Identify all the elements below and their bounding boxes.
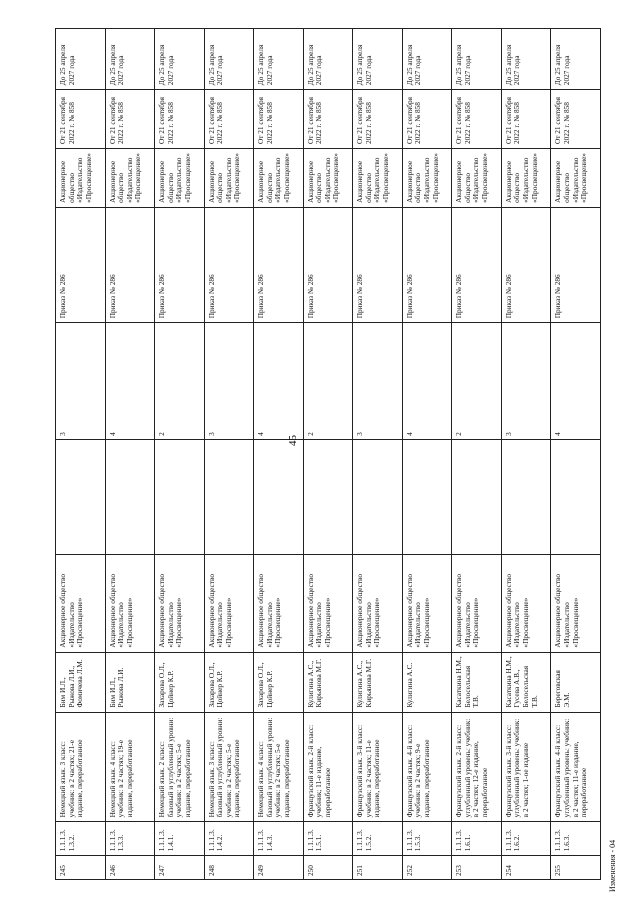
cell-no: 255: [551, 856, 601, 880]
cell-holder: Акционерное общество «Издательство «Просвещение»: [402, 149, 452, 208]
cell-date: От 21 сентября 2022 г. № 858: [105, 90, 155, 149]
cell-order: Приказ № 286: [155, 207, 205, 322]
cell-holder: Акционерное общество «Издательство «Просвещение»: [204, 149, 254, 208]
cell-date: От 21 сентября 2022 г. № 858: [204, 90, 254, 149]
cell-title: Французский язык. 4-й класс: учебник: в 2 частях; 9-е издание, переработанное: [402, 712, 452, 822]
cell-title: Немецкий язык. 4 класс: учебник: в 2 частях; 19-е издание, переработанное: [105, 712, 155, 822]
cell-order: Приказ № 286: [501, 207, 551, 322]
cell-code: 1.1.1.3. 1.4.3.: [254, 822, 304, 856]
cell-until: До 25 апреля 2027 года: [105, 29, 155, 90]
cell-level: 4: [551, 323, 601, 440]
cell-until: До 25 апреля 2027 года: [303, 29, 353, 90]
cell-holder: Акционерное общество «Издательство «Просвещение»: [353, 149, 403, 208]
cell-authors: Бим И.Л., Рыжова Л.И.: [105, 652, 155, 712]
page-number: 45: [287, 435, 299, 446]
cell-level: 2: [155, 323, 205, 440]
cell-authors: Береговская Э.М.: [551, 652, 601, 712]
table-row: [353, 29, 403, 880]
cell-publisher: Акционерное общество «Издательство «Просвещение»: [56, 555, 106, 652]
cell-date: От 21 сентября 2022 г. № 858: [56, 90, 106, 149]
cell-no: 248: [204, 856, 254, 880]
cell-title: Немецкий язык. 3 класс: базовый и углубленный уровни: учебник: в 2 частях; 5-е издание, переработанное: [204, 712, 254, 822]
cell-until: До 25 апреля 2027 года: [155, 29, 205, 90]
cell-order: Приказ № 286: [204, 207, 254, 322]
cell-no: 253: [452, 856, 502, 880]
cell-publisher: Акционерное общество «Издательство «Просвещение»: [501, 555, 551, 652]
cell-code: 1.1.1.3. 1.6.1.: [452, 822, 502, 856]
cell-no: 252: [402, 856, 452, 880]
cell-holder: Акционерное общество «Издательство «Просвещение»: [105, 149, 155, 208]
cell-until: До 25 апреля 2027 года: [452, 29, 502, 90]
cell-publisher: Акционерное общество «Издательство «Просвещение»: [155, 555, 205, 652]
cell-title: Немецкий язык. 4 класс: базовый и углубленный уровни: учебник: в 2 частях; 5-е издание, переработанное: [254, 712, 304, 822]
cell-level: 4: [402, 323, 452, 440]
table-row: [402, 29, 452, 880]
cell-order: Приказ № 286: [105, 207, 155, 322]
cell-until: До 25 апреля 2027 года: [402, 29, 452, 90]
cell-code: 1.1.1.3. 1.6.3.: [551, 822, 601, 856]
table-row: [105, 29, 155, 880]
cell-no: 250: [303, 856, 353, 880]
cell-authors: Захарова О.Л., Цойнер К.Р.: [204, 652, 254, 712]
cell-date: От 21 сентября 2022 г. № 858: [402, 90, 452, 149]
empty-cell: [452, 439, 502, 554]
cell-no: 245: [56, 856, 106, 880]
cell-holder: Акционерное общество «Издательство «Просвещение»: [254, 149, 304, 208]
footer-note: Изменения - 04: [608, 839, 617, 892]
cell-level: 4: [105, 323, 155, 440]
empty-cell: [155, 439, 205, 554]
cell-order: Приказ № 286: [402, 207, 452, 322]
cell-no: 251: [353, 856, 403, 880]
cell-authors: Бим И.Л., Рыжова Л.И., Фомичева Л.М.: [56, 652, 106, 712]
empty-cell: [105, 439, 155, 554]
table-row: [452, 29, 502, 880]
cell-date: От 21 сентября 2022 г. № 858: [551, 90, 601, 149]
cell-code: 1.1.1.3. 1.3.2.: [56, 822, 106, 856]
cell-code: 1.1.1.3. 1.3.3.: [105, 822, 155, 856]
table-row: [303, 29, 353, 880]
cell-authors: Кулигина А.С., Кирьянова М.Г.: [303, 652, 353, 712]
empty-cell: [204, 439, 254, 554]
cell-publisher: Акционерное общество «Издательство «Просвещение»: [452, 555, 502, 652]
cell-code: 1.1.1.3. 1.4.1.: [155, 822, 205, 856]
cell-publisher: Акционерное общество «Издательство «Просвещение»: [551, 555, 601, 652]
cell-authors: Касаткина Н.М., Белосельская Т.В.: [452, 652, 502, 712]
rotated-table-wrapper: [55, 28, 601, 880]
cell-order: Приказ № 286: [551, 207, 601, 322]
cell-date: От 21 сентября 2022 г. № 858: [501, 90, 551, 149]
cell-publisher: Акционерное общество «Издательство «Просвещение»: [105, 555, 155, 652]
cell-date: От 21 сентября 2022 г. № 858: [452, 90, 502, 149]
cell-authors: Касаткина Н.М., Гусева А.В., Белосельская Т.В.: [501, 652, 551, 712]
table-row: [254, 29, 304, 880]
cell-until: До 25 апреля 2027 года: [551, 29, 601, 90]
cell-level: 3: [204, 323, 254, 440]
cell-title: Немецкий язык. 2 класс: базовый и углубленный уровни: учебник: в 2 частях; 5-е издание, переработанное: [155, 712, 205, 822]
cell-until: До 25 апреля 2027 года: [56, 29, 106, 90]
cell-title: Французский язык. 2-й класс: углубленный уровень: учебник: в 2 частях; 12-е издание, переработанное: [452, 712, 502, 822]
table-row: [56, 29, 106, 880]
cell-date: От 21 сентября 2022 г. № 858: [303, 90, 353, 149]
cell-title: Немецкий язык. 3 класс: учебник: в 2 частях; 21-е издание, переработанное: [56, 712, 106, 822]
cell-authors: Захарова О.Л., Цойнер К.Р.: [155, 652, 205, 712]
cell-until: До 25 апреля 2027 года: [353, 29, 403, 90]
cell-publisher: Акционерное общество «Издательство «Просвещение»: [254, 555, 304, 652]
cell-until: До 25 апреля 2027 года: [204, 29, 254, 90]
empty-cell: [501, 439, 551, 554]
cell-no: 249: [254, 856, 304, 880]
cell-code: 1.1.1.3. 1.5.1.: [303, 822, 353, 856]
empty-cell: [402, 439, 452, 554]
table-row: [501, 29, 551, 880]
cell-no: 246: [105, 856, 155, 880]
cell-order: Приказ № 286: [353, 207, 403, 322]
cell-holder: Акционерное общество «Издательство «Просвещение»: [501, 149, 551, 208]
cell-until: До 25 апреля 2027 года: [254, 29, 304, 90]
cell-code: 1.1.1.3. 1.5.3.: [402, 822, 452, 856]
cell-title: Французский язык. 3-й класс: учебник: в 2 частях; 11-е издание, переработанное: [353, 712, 403, 822]
textbook-list-table: [55, 28, 601, 880]
cell-level: 2: [303, 323, 353, 440]
cell-no: 254: [501, 856, 551, 880]
cell-publisher: Акционерное общество «Издательство «Просвещение»: [402, 555, 452, 652]
cell-until: До 25 апреля 2027 года: [501, 29, 551, 90]
cell-level: 3: [501, 323, 551, 440]
cell-publisher: Акционерное общество «Издательство «Просвещение»: [204, 555, 254, 652]
cell-order: Приказ № 286: [303, 207, 353, 322]
cell-code: 1.1.1.3. 1.4.2.: [204, 822, 254, 856]
cell-order: Приказ № 286: [452, 207, 502, 322]
cell-order: Приказ № 286: [254, 207, 304, 322]
cell-level: 2: [452, 323, 502, 440]
cell-date: От 21 сентября 2022 г. № 858: [155, 90, 205, 149]
empty-cell: [56, 439, 106, 554]
cell-publisher: Акционерное общество «Издательство «Просвещение»: [353, 555, 403, 652]
cell-holder: Акционерное общество «Издательство «Просвещение»: [452, 149, 502, 208]
cell-authors: Кулигина А.С.: [402, 652, 452, 712]
cell-order: Приказ № 286: [56, 207, 106, 322]
cell-publisher: Акционерное общество «Издательство «Просвещение»: [303, 555, 353, 652]
table-row: [551, 29, 601, 880]
cell-no: 247: [155, 856, 205, 880]
cell-level: 4: [254, 323, 304, 440]
cell-level: 3: [56, 323, 106, 440]
cell-level: 3: [353, 323, 403, 440]
cell-holder: Акционерное общество «Издательство «Просвещение»: [155, 149, 205, 208]
cell-title: Французский язык. 4-й класс: углубленный уровень: учебник: в 2 частях; 11-е издание, переработанное: [551, 712, 601, 822]
cell-holder: Акционерное общество «Издательство «Просвещение»: [551, 149, 601, 208]
empty-cell: [551, 439, 601, 554]
empty-cell: [254, 439, 304, 554]
cell-authors: Захарова О.Л., Цойнер К.Р.: [254, 652, 304, 712]
cell-authors: Кулигина А.С., Кирьянова М.Г.: [353, 652, 403, 712]
cell-date: От 21 сентября 2022 г. № 858: [254, 90, 304, 149]
cell-title: Французский язык. 3-й класс: углубленный уровень: учебник: в 2 частях; 1-ое издание: [501, 712, 551, 822]
cell-title: Французский язык. 2-й класс: учебник; 11-е издание, переработанное: [303, 712, 353, 822]
cell-code: 1.1.1.3. 1.5.2.: [353, 822, 403, 856]
empty-cell: [353, 439, 403, 554]
cell-holder: Акционерное общество «Издательство «Просвещение»: [303, 149, 353, 208]
table-row: [204, 29, 254, 880]
cell-date: От 21 сентября 2022 г. № 858: [353, 90, 403, 149]
cell-code: 1.1.1.3. 1.6.2.: [501, 822, 551, 856]
empty-cell: [303, 439, 353, 554]
table-row: [155, 29, 205, 880]
cell-holder: Акционерное общество «Издательство «Просвещение»: [56, 149, 106, 208]
